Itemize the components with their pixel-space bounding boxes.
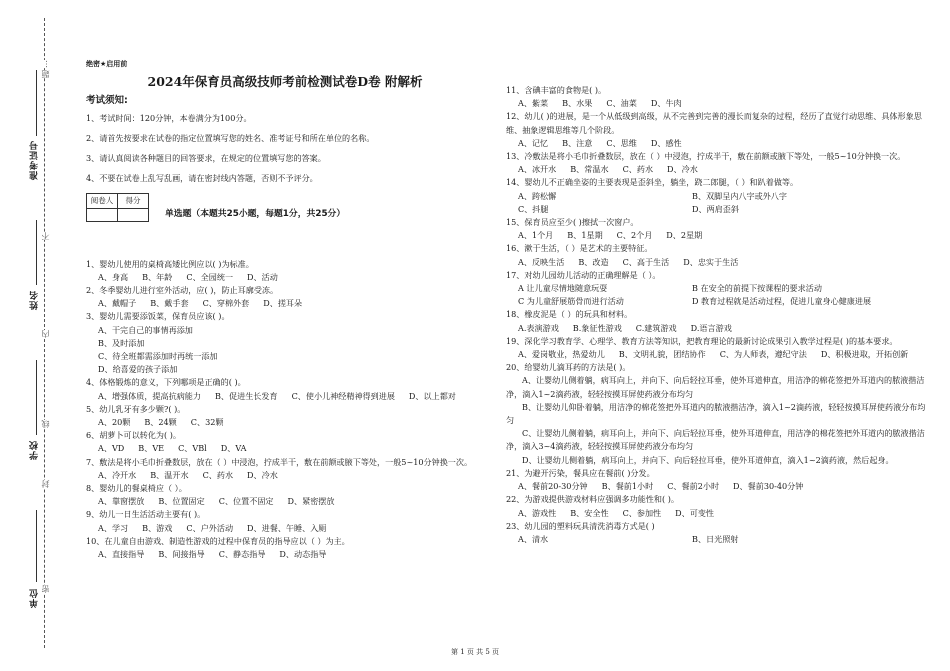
answer-option: A、跨松懈	[518, 190, 557, 201]
question-stem: 15、保育员应至少( )擦拭一次窗户。	[506, 217, 639, 228]
answer-option: C、VBl	[178, 443, 207, 454]
page-title: 2024年保育员高级技师考前检测试卷D卷 附解析	[147, 74, 423, 90]
question-item	[506, 110, 926, 150]
question-item	[86, 258, 484, 284]
seal-char: 不	[41, 232, 50, 240]
question-item	[506, 520, 926, 546]
answer-option: D、牛肉	[650, 98, 682, 109]
answer-option: D、以上都对	[408, 390, 456, 401]
option-row	[98, 416, 484, 429]
answer-option: A、让婴幼儿侧着躺，病耳向上，并向下、向后轻拉耳垂，使外耳道伸直，用洁净的棉花签把外耳道内的脓液揩洁净，滴入1~2滴药液，轻轻按摸耳屏使药液分布均匀	[506, 375, 925, 399]
answer-option: B、戴手套	[150, 298, 189, 309]
answer-option: C、静态指导	[218, 549, 266, 560]
answer-option: A、靠窗摆放	[98, 496, 145, 507]
answer-option: A、冰开水	[518, 164, 557, 175]
answer-option: D、冷水	[667, 164, 698, 175]
question-stem: 18、橡皮泥是（ ）的玩具和材料。	[506, 309, 633, 320]
question-item	[86, 310, 484, 376]
answer-option: D、冷水	[247, 469, 278, 480]
answer-option: C、为人师表，遵纪守法	[719, 349, 807, 360]
name-line	[36, 220, 37, 285]
question-item	[506, 493, 926, 519]
answer-option: D、两肩歪斜	[692, 203, 739, 214]
answer-option: A.表演游戏	[518, 322, 559, 333]
question-stem: 4、体格锻炼的意义，下列哪项是正确的( )。	[86, 377, 246, 388]
question-item	[506, 308, 926, 334]
question-item	[506, 176, 926, 216]
answer-option: C、药水	[202, 469, 234, 480]
answer-option: B、改造	[578, 256, 609, 267]
answer-option: D、VA	[220, 443, 247, 454]
answer-option: C、使小儿神经精神得到进展	[291, 390, 395, 401]
answer-option: B、年龄	[142, 271, 173, 282]
seal-char: 线	[41, 420, 50, 428]
question-item	[86, 376, 484, 402]
question-item	[506, 269, 926, 309]
question-stem: 22、为游戏提供游戏材料应强调多功能性和( )。	[506, 494, 679, 505]
note-item: 2、请首先按要求在试卷的指定位置填写您的姓名、准考证号和所在单位的名称。	[86, 132, 375, 143]
answer-option: B、促进生长发育	[214, 390, 278, 401]
answer-option: C、思维	[606, 137, 637, 148]
answer-option: A、清水	[518, 533, 549, 544]
answer-option: B、温开水	[150, 469, 189, 480]
answer-option: C.建筑游戏	[635, 322, 677, 333]
option-row	[98, 390, 484, 403]
option-row	[518, 256, 926, 269]
answer-option: D、给喜爱的孩子添加	[98, 364, 178, 375]
question-stem: 13、冷敷法是将小毛巾折叠数层，放在（ ）中浸泡，拧成半干，敷在前额或腋下等处，一般5~10分钟换一次。	[506, 151, 906, 162]
answer-option: A、身高	[98, 271, 129, 282]
option-row	[518, 348, 926, 361]
seal-char: 封	[41, 480, 50, 488]
question-item	[506, 216, 926, 242]
question-item	[506, 84, 926, 110]
questions-left	[86, 258, 484, 562]
question-stem: 21、为避开污染，餐具应在餐前( )分发。	[506, 467, 655, 478]
question-stem: 10、在儿童自由游戏、制造性游戏的过程中保育员的指导应以（ ）为主。	[86, 535, 350, 546]
option-row	[518, 295, 926, 308]
answer-option: C、位置不固定	[218, 496, 274, 507]
score-area	[86, 193, 484, 221]
option-row	[518, 190, 926, 203]
answer-option: C、参加性	[622, 507, 662, 518]
binding-margin	[0, 0, 58, 671]
question-item	[506, 150, 926, 176]
answer-option: B、1星期	[567, 230, 603, 241]
answer-option: D.语言游戏	[690, 322, 732, 333]
answer-option: C、全园统一	[186, 271, 234, 282]
answer-option: A、餐前20-30分钟	[518, 481, 588, 492]
question-item	[86, 403, 484, 429]
seal-char: 题	[41, 70, 50, 78]
answer-option: C 为儿童舒展筋骨而进行活动	[518, 296, 624, 307]
name-label: 姓名	[30, 290, 40, 310]
option-row	[518, 163, 926, 176]
answer-option: C、抖腿	[518, 203, 549, 214]
answer-option: A、紫菜	[518, 98, 549, 109]
seal-char: 密	[41, 585, 50, 593]
answer-option: B、游戏	[142, 522, 173, 533]
answer-option: D、让婴幼儿侧着躺，病耳向上，并向下、向后轻拉耳垂，使外耳道伸直，滴入1~2滴药液，然后起身。	[522, 454, 894, 465]
question-stem: 20、给婴幼儿滴耳药的方法是( )。	[506, 362, 631, 373]
question-item	[506, 242, 926, 268]
score-cell: 得分	[118, 194, 149, 208]
option-row	[98, 297, 484, 310]
answer-option: C、待全班都需添加时再统一添加	[98, 351, 218, 362]
answer-option: A、20颗	[98, 417, 131, 428]
unit-label: 单位	[30, 588, 40, 608]
question-stem: 17、对幼儿园幼儿活动的正确理解是（ ）。	[506, 269, 661, 280]
answer-option: A、1个月	[518, 230, 554, 241]
score-table	[86, 193, 149, 221]
exam-id-line	[36, 70, 37, 136]
answer-option: B、文明礼貌，团结协作	[618, 349, 706, 360]
answer-option: C、餐前2小时	[667, 481, 720, 492]
option-row	[518, 282, 926, 295]
seal-char: 内	[41, 330, 50, 338]
reviewer-cell: 阅卷人	[87, 194, 118, 208]
answer-option: D、感性	[650, 137, 682, 148]
answer-option: A、记忆	[518, 137, 549, 148]
answer-option: D、2星期	[666, 230, 703, 241]
question-stem: 16、漱于生活，（ ）是艺术的主要特征。	[506, 243, 653, 254]
answer-option: B 在安全的前提下按课程的要求活动	[692, 283, 822, 294]
answer-option: A、冷开水	[98, 469, 137, 480]
answer-option: B、餐前1小时	[601, 481, 654, 492]
option-row	[518, 480, 926, 493]
answer-option: B、注意	[562, 137, 593, 148]
answer-option: C、油菜	[606, 98, 637, 109]
option-row	[518, 137, 926, 150]
answer-option: C、2个月	[616, 230, 653, 241]
answer-option: B、让婴幼儿仰卧着躺，用洁净的棉花签把外耳道内的脓液揩洁净，滴入1~2滴药液，轻轻按摸耳屏使药液分布均匀	[506, 401, 926, 426]
answer-option: B、日光照射	[692, 533, 739, 544]
answer-option: D、活动	[247, 271, 278, 282]
question-item	[86, 535, 484, 561]
secret-mark: 绝密★启用前	[86, 60, 128, 68]
option-row	[518, 203, 926, 216]
question-item	[506, 335, 926, 361]
option-row	[98, 495, 484, 508]
question-stem: 19、深化学习教育学、心理学、教育方法等知识，把教育理论的最新讨论成果引入教学过程是( )的基本要求。	[506, 335, 898, 346]
question-item	[86, 482, 484, 508]
question-stem: 7、敷法是将小毛巾折叠数层，放在（ ）中浸泡，拧成半干，敷在前额或腋下等处，一般5~10分钟换一次。	[86, 456, 473, 467]
question-stem: 11、含碘丰富的食物是( )。	[506, 85, 607, 95]
answer-option: A、戴帽子	[98, 298, 137, 309]
option-row	[518, 507, 926, 520]
question-stem: 12、幼儿( )的进展，是一个从低级到高级，从不完善到完善的漫长而复杂的过程，经历了直觉行动思维、具体形象思维、抽象逻辑思维等几个阶段。	[506, 111, 922, 135]
option-row	[518, 97, 926, 110]
question-stem: 5、幼儿乳牙有多少颗?( )。	[86, 403, 186, 414]
answer-option: C、穿棉外套	[202, 298, 250, 309]
answer-option: C、药水	[622, 164, 654, 175]
answer-option: A、爱岗敬业，热爱幼儿	[518, 349, 605, 360]
questions-right	[506, 84, 926, 546]
answer-option: B、位置固定	[158, 496, 205, 507]
answer-option: B、24颗	[144, 417, 177, 428]
question-stem: 1、婴幼儿使用的桌椅高矮比例应以( )为标准。	[86, 258, 254, 269]
question-stem: 14、婴幼儿不正确坐姿的主要表现是歪斜坐，躺坐，跷二郎腿，（ ）和趴着做等。	[506, 177, 799, 188]
question-item	[86, 284, 484, 310]
answer-option: B、安全性	[570, 507, 609, 518]
answer-option: B、间接指导	[158, 549, 205, 560]
option-row	[98, 469, 484, 482]
answer-option: C、高于生活	[622, 256, 670, 267]
option-row	[98, 548, 484, 561]
question-item	[506, 361, 926, 467]
question-item	[506, 467, 926, 493]
school-label: 学校	[30, 440, 40, 460]
answer-option: B、常温水	[570, 164, 609, 175]
option-row	[98, 522, 484, 535]
question-stem: 23、幼儿园的塑料玩具清洗消毒方式是( )	[506, 520, 655, 531]
note-item: 4、不要在试卷上乱写乱画，请在密封线内答题，否则不予评分。	[86, 173, 318, 184]
exam-id-label: 准考证号	[30, 140, 40, 180]
answer-option: A、干完自己的事情再添加	[98, 324, 193, 335]
section-heading: 单选题（本题共25小题，每题1分，共25分）	[165, 208, 346, 219]
option-row	[98, 271, 484, 284]
score-input[interactable]	[118, 208, 149, 221]
note-item: 1、考试时间：120分钟，本卷满分为100分。	[86, 112, 252, 123]
answer-option: A、VD	[98, 443, 125, 454]
answer-option: D、积极进取，开拓创新	[820, 349, 909, 360]
question-item	[86, 456, 484, 482]
question-stem: 8、婴幼儿的餐桌椅应（ ）。	[86, 483, 187, 494]
answer-option: A、学习	[98, 522, 129, 533]
seal-char: …	[40, 60, 49, 68]
answer-option: B、水果	[562, 98, 593, 109]
question-item	[86, 508, 484, 534]
answer-option: C、32颗	[190, 417, 224, 428]
answer-option: C、户外活动	[186, 522, 234, 533]
answer-option: B.象征性游戏	[572, 322, 622, 333]
question-stem: 6、胡萝卜可以转化为( )。	[86, 430, 181, 441]
unit-line	[36, 510, 37, 582]
question-stem: 3、婴幼儿需要添饭菜，保育员应该( )。	[86, 311, 230, 322]
option-row	[518, 533, 926, 546]
left-column	[86, 58, 484, 561]
page-footer: 第 1 页 共 5 页	[450, 648, 500, 656]
answer-option: C、让婴幼儿侧着躺，病耳向上，并向下、向后轻拉耳垂，使外耳道伸直，用洁净的棉花签把外耳道内的脓液揩洁净，滴入3~4滴药液，轻轻按摸耳屏使药液分布均匀	[506, 428, 925, 452]
answer-option: A、反映生活	[518, 256, 565, 267]
answer-option: A、直接指导	[98, 549, 145, 560]
question-stem: 2、冬季婴幼儿进行室外活动，应( )，防止耳廓受冻。	[86, 285, 279, 296]
answer-option: A 让儿童尽情地随意玩耍	[518, 283, 608, 294]
answer-option: D、餐前30-40分钟	[733, 481, 804, 492]
answer-option: D、搓耳朵	[263, 298, 303, 309]
answer-option: D、可变性	[675, 507, 715, 518]
answer-option: B、及时添加	[98, 337, 145, 348]
question-item	[86, 429, 484, 455]
note-item: 3、请认真阅读各种题目的回答要求，在规定的位置填写您的答案。	[86, 153, 326, 164]
answer-option: D 教育过程就是活动过程，促进儿童身心健康进展	[692, 296, 872, 307]
option-row	[518, 229, 926, 242]
answer-option: D、进餐、午睡、入厕	[247, 522, 327, 533]
answer-option: A、增强体质，提高抗病能力	[98, 390, 201, 401]
option-row	[518, 322, 926, 335]
answer-option: D、紧密摆放	[287, 496, 335, 507]
notes-heading: 考试须知:	[86, 95, 128, 107]
question-stem: 9、幼儿一日生活活动主要有( )。	[86, 509, 206, 520]
option-row	[98, 442, 484, 455]
right-column	[506, 84, 926, 546]
answer-option: A、游戏性	[518, 507, 557, 518]
reviewer-input[interactable]	[87, 208, 118, 221]
answer-option: D、动态指导	[279, 549, 327, 560]
school-line	[36, 360, 37, 435]
answer-option: D、忠实于生活	[683, 256, 739, 267]
answer-option: B、VE	[138, 443, 165, 454]
answer-option: B、双脚呈内八字或外八字	[692, 190, 787, 201]
